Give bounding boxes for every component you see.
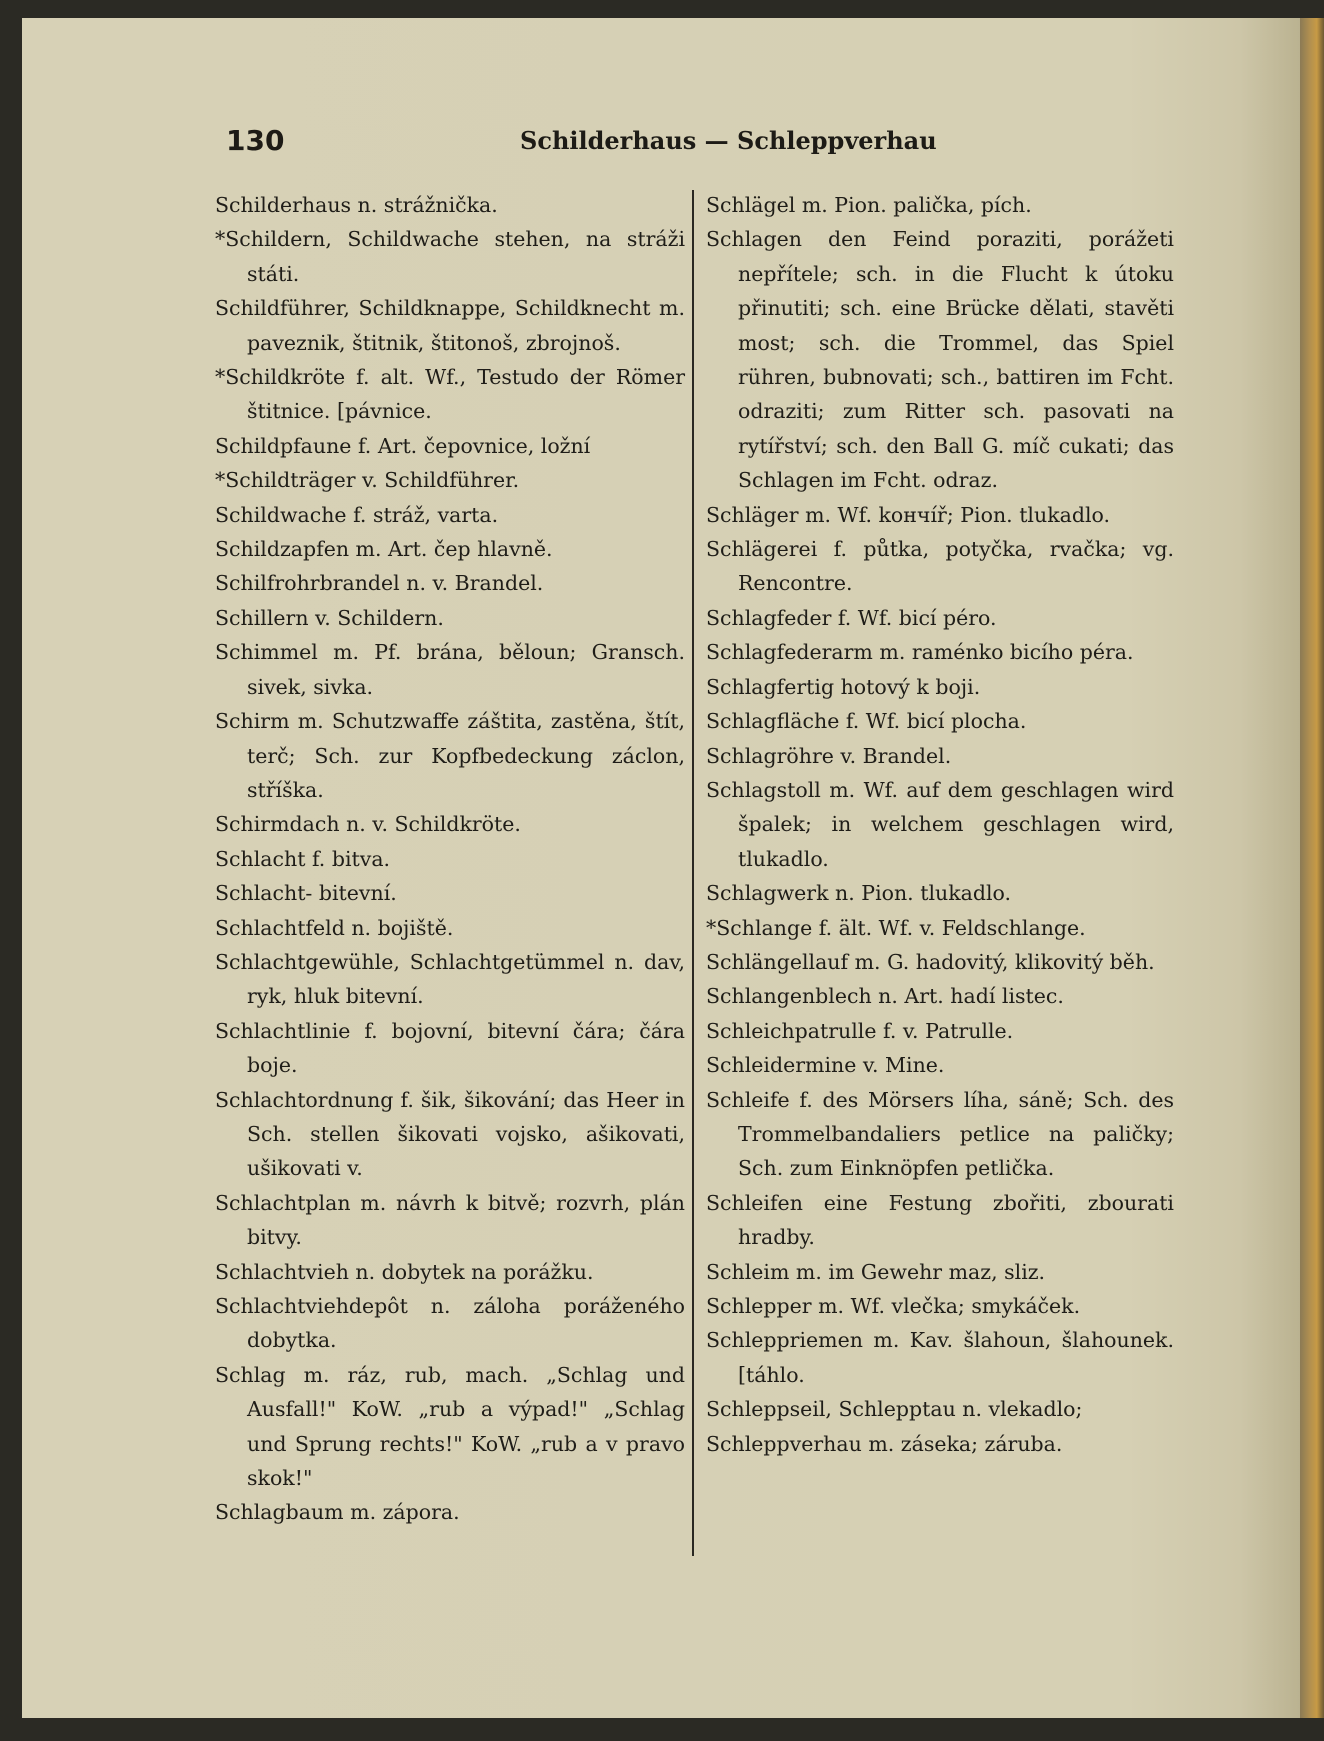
dictionary-entry: Schlagen den Feind poraziti, porážeti nepřítele; sch. in die Flucht k útoku přinutiti; sch. eine Brücke dělati, stavěti most; sch. die Trommel, das Spiel rühren, bubnovati; sch., battiren im Fcht. odraziti; zum Ritter sch. pasovati na rytířství; sch. den Ball G. míč cukati; das Schlagen im Fcht. odraz. <box>706 227 1174 493</box>
dictionary-entry: Schlägel m. Pion. palička, pích. <box>706 193 1032 217</box>
dictionary-entry: Schlachtviehdepôt n. záloha poráženého dobytka. <box>215 1294 685 1353</box>
dictionary-entry: Schlag m. ráz, rub, mach. „Schlag und Ausfall!" KoW. „rub a výpad!" „Schlag und Sprung rechts!" KoW. „rub a v pravo skok!" <box>215 1362 685 1491</box>
page-header <box>0 124 1300 164</box>
dictionary-entry: Schildwache f. stráž, varta. <box>215 502 499 527</box>
left-column <box>215 188 685 1530</box>
dictionary-entry: *Schlange f. ält. Wf. v. Feldschlange. <box>706 915 1086 940</box>
dictionary-entry: Schlagfederarm m. raménko bicího péra. <box>706 640 1134 665</box>
dictionary-entry: Schildführer, Schildknappe, Schildknecht m. paveznik, štitnik, štitonoš, zbrojnoš. <box>215 296 685 355</box>
dictionary-entry: Schilfrohrbrandel n. v. Brandel. <box>215 571 544 596</box>
dictionary-entry: Schlachtlinie f. bojovní, bitevní čára; čára boje. <box>215 1018 685 1078</box>
dictionary-entry: Schildpfaune f. Art. čepovnice, ložní <box>215 433 591 458</box>
dictionary-entry: Schlachtfeld n. bojiště. <box>215 915 454 940</box>
dictionary-entry: Schlängellauf m. G. hadovitý, klikovitý běh. <box>706 949 1155 974</box>
page-number: 130 <box>226 124 285 157</box>
dictionary-entry: Schleife f. des Mörsers líha, sáně; Sch. des Trommelbandaliers petlice na paličky; Sch. zum Einknöpfen petlička. <box>706 1087 1174 1181</box>
dictionary-entry: Schillern v. Schildern. <box>215 605 444 630</box>
dictionary-entry: Schilderhaus n. strážnička. <box>215 193 498 217</box>
dictionary-entry: Schlangenblech n. Art. hadí listec. <box>706 984 1064 1009</box>
running-head: Schilderhaus — Schleppverhau <box>520 126 937 155</box>
dictionary-entry: Schlagwerk n. Pion. tlukadlo. <box>706 881 1012 906</box>
right-column <box>706 188 1174 1461</box>
dictionary-entry: Schlagbaum m. zápora. <box>215 1500 460 1525</box>
dictionary-entry: Schlagstoll m. Wf. auf dem geschlagen wird špalek; in welchem geschlagen wird, tlukadlo. <box>706 777 1174 871</box>
dictionary-entry: Schleppriemen m. Kav. šlahoun, šlahounek. [táhlo. <box>706 1328 1174 1387</box>
column-divider <box>692 190 694 1556</box>
dictionary-entry: Schlacht f. bitva. <box>215 846 391 871</box>
dictionary-entry: *Schildkröte f. alt. Wf., Testudo der Römer štitnice. [pávnice. <box>215 365 685 424</box>
dictionary-entry: Schleidermine v. Mine. <box>706 1053 945 1078</box>
dictionary-entry: Schlagröhre v. Brandel. <box>706 743 952 768</box>
dictionary-entry: Schlachtgewühle, Schlachtgetümmel n. dav, ryk, hluk bitevní. <box>215 949 685 1009</box>
dictionary-entry: Schleppverhau m. záseka; záruba. <box>706 1431 1063 1456</box>
dictionary-entry: Schleim m. im Gewehr maz, sliz. <box>706 1259 1046 1284</box>
dictionary-entry: Schlachtordnung f. šik, šikování; das Heer in Sch. stellen šikovati vojsko, ašikovati, ušikovati v. <box>215 1087 685 1181</box>
dictionary-entry: *Schildern, Schildwache stehen, na stráži státi. <box>215 227 685 286</box>
dictionary-entry: Schlagfeder f. Wf. bicí péro. <box>706 605 997 630</box>
dictionary-entry: Schirmdach n. v. Schildkröte. <box>215 812 521 837</box>
dictionary-entry: Schlägerei f. půtka, potyčka, rvačka; vg. Rencontre. <box>706 537 1174 596</box>
dictionary-entry: Schlagfläche f. Wf. bicí plocha. <box>706 709 1027 734</box>
dictionary-entry: Schlachtvieh n. dobytek na porážku. <box>215 1259 594 1284</box>
dictionary-entry: Schlepper m. Wf. vlečka; smykáček. <box>706 1294 1081 1318</box>
dictionary-entry: Schlacht- bitevní. <box>215 881 397 906</box>
dictionary-entry: Schlagfertig hotový k boji. <box>706 674 981 699</box>
dictionary-entry: Schildzapfen m. Art. čep hlavně. <box>215 537 553 562</box>
dictionary-entry: Schleifen eine Festung zbořiti, zbourati hradby. <box>706 1190 1174 1250</box>
dictionary-entry: Schimmel m. Pf. brána, běloun; Gransch. sivek, sivka. <box>215 640 685 699</box>
book-gutter <box>1300 18 1324 1718</box>
dictionary-entry: Schleichpatrulle f. v. Patrulle. <box>706 1018 1014 1043</box>
dictionary-entry: *Schildträger v. Schildführer. <box>215 468 520 493</box>
dictionary-entry: Schleppseil, Schlepptau n. vlekadlo; <box>706 1397 1083 1422</box>
dictionary-entry: Schläger m. Wf. kончíř; Pion. tlukadlo. <box>706 502 1111 527</box>
dictionary-entry: Schlachtplan m. návrh k bitvě; rozvrh, plán bitvy. <box>215 1190 685 1250</box>
dictionary-entry: Schirm m. Schutzwaffe záštita, zastěna, štít, terč; Sch. zur Kopfbedeckung záclon, stříška. <box>215 709 685 802</box>
